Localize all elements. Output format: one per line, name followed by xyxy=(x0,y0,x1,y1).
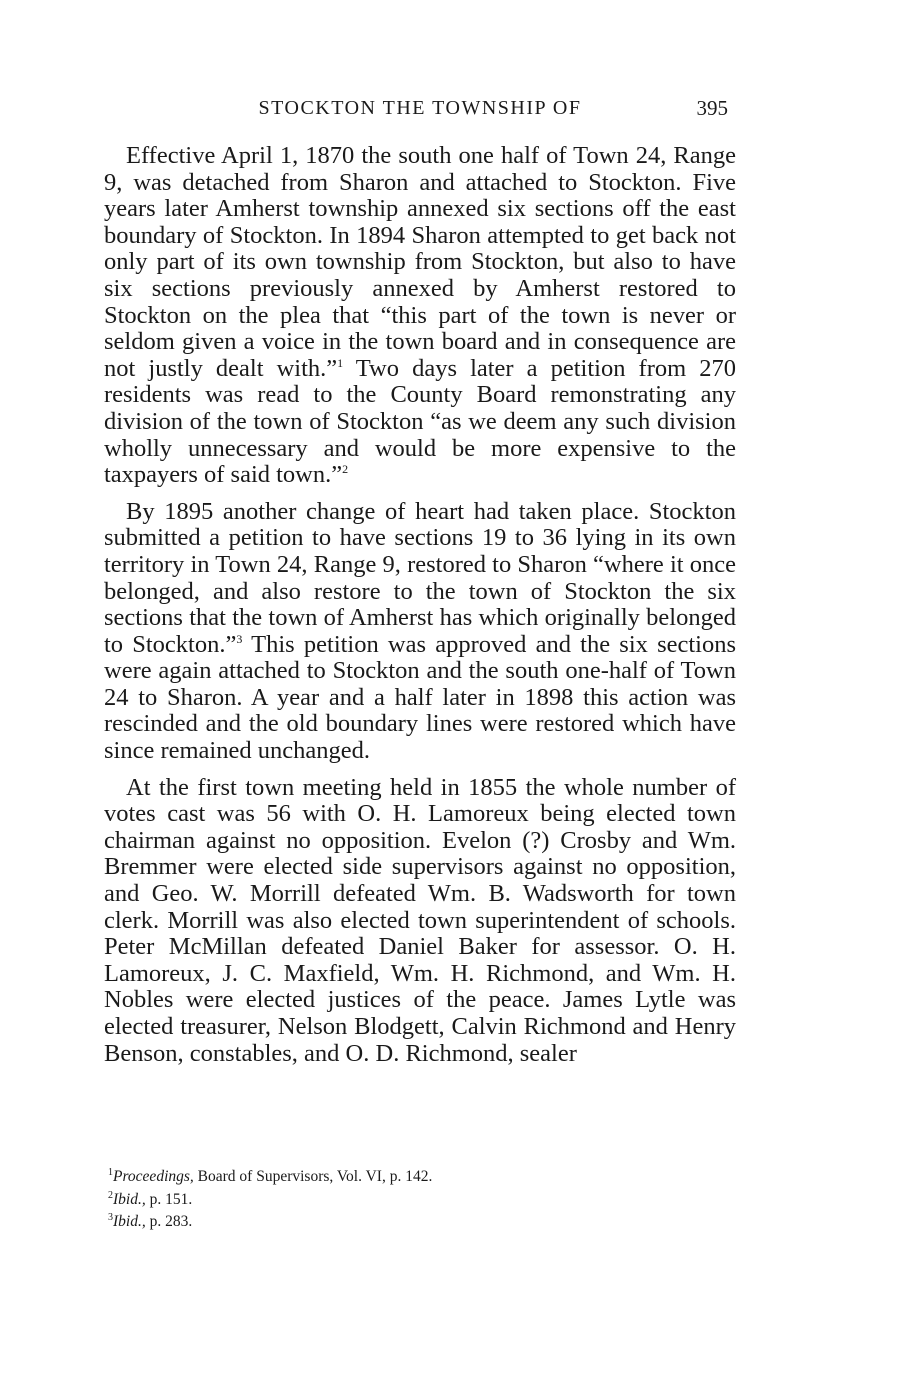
paragraph-2 xyxy=(104,499,736,765)
paragraph-1 xyxy=(104,143,736,489)
footnote-ref-1: 1 xyxy=(337,355,344,370)
footnote-ref-2: 2 xyxy=(342,461,349,476)
footnote-source: Ibid., xyxy=(113,1213,146,1230)
paragraph-1-part-b: Two days later a petition from 270 residents was read to the County Board remonstrating any division of the town of Stockton “as we deem any such division wholly unnecessary and would be more expensive to the taxpayers of said town.” xyxy=(104,354,736,489)
paragraph-2-part-b: This petition was approved and the six sections were again attached to Stockton and the south one-half of Town 24 to Sharon. A year and a half later in 1898 this action was rescinded and the old boundary lines were restored which have since remained unchanged. xyxy=(104,630,736,765)
paragraph-1-part-a: Effective April 1, 1870 the south one half of Town 24, Range 9, was detached from Sharon and attached to Stockton. Five years later Amherst township annexed six sections off the east boundary of Stockton. In 1894 Sharon attempted to get back not only part of its own township from Stockton, but also to have six sections previously annexed by Amherst restored to Stockton on the plea that “this part of the town is never or seldom given a voice in the town board and in consequence are not justly dealt with.” xyxy=(104,142,736,382)
footnote-mark: 3 xyxy=(108,1211,113,1223)
body-text xyxy=(104,143,736,1077)
footnote-text: Board of Supervisors, Vol. VI, p. 142. xyxy=(193,1168,433,1185)
footnote-text: p. 151. xyxy=(145,1190,193,1208)
running-title: STOCKTON THE TOWNSHIP OF xyxy=(258,97,582,119)
footnotes xyxy=(104,1166,736,1234)
page-number: 395 xyxy=(696,96,728,120)
footnote-text: p. 283. xyxy=(145,1213,193,1230)
paragraph-3: At the first town meeting held in 1855 the whole number of votes cast was 56 with O. H. Lamoreux being elected town chairman against no opposition. Evelon (?) Crosby and Wm. Bremmer were elected side supervisors against no opposition, and Geo. W. Morrill defeated Wm. B. Wadsworth for town clerk. Morrill was also elected town superintendent of schools. Peter McMillan defeated Daniel Baker for assessor. O. H. Lamoreux, J. C. Maxfield, Wm. H. Richmond, and Wm. H. Nobles were elected justices of the peace. James Lytle was elected treasurer, Nelson Blodgett, Calvin Richmond and Henry Benson, constables, and O. D. Richmond, sealer xyxy=(104,773,736,1067)
footnote-mark: 2 xyxy=(108,1189,113,1201)
footnote-mark: 1 xyxy=(108,1166,113,1178)
footnote-source: Ibid., xyxy=(113,1190,146,1208)
footnote-2 xyxy=(104,1189,736,1212)
running-head xyxy=(104,92,736,124)
footnote-ref-3: 3 xyxy=(236,631,243,646)
footnote-3 xyxy=(104,1211,736,1234)
paragraph-2-part-a: By 1895 another change of heart had taken place. Stockton submitted a petition to have sections 19 to 36 lying in its own territory in Town 24, Range 9, restored to Sharon “where it once belonged, and also restore to the town of Stockton the six sections that the town of Amherst has which originally belonged to Stockton.” xyxy=(104,497,736,658)
footnote-source: Proceedings, xyxy=(113,1168,194,1185)
footnote-1 xyxy=(104,1166,736,1189)
